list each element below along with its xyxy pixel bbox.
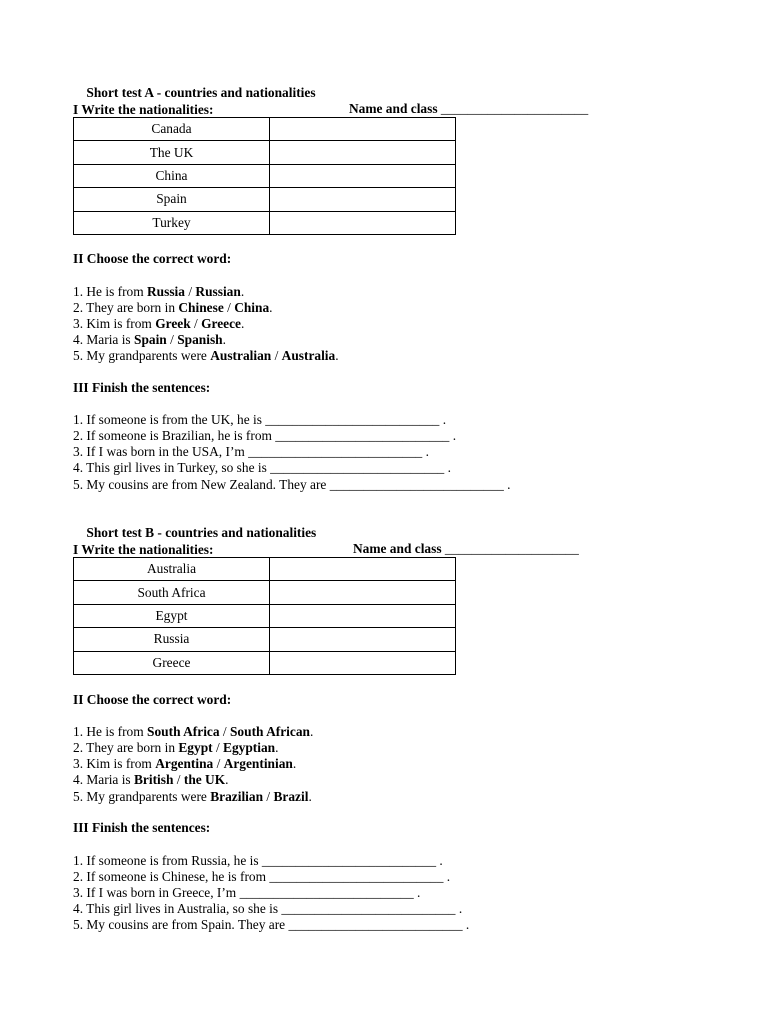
option-word[interactable]: Brazil	[273, 789, 309, 804]
answer-cell[interactable]	[270, 118, 456, 141]
test-b-name-blank: ____________________	[444, 541, 579, 556]
option-word[interactable]: Chinese	[178, 300, 224, 315]
choose-item: 2. They are born in Chinese / China.	[73, 300, 273, 315]
table-row	[74, 211, 456, 234]
table-row	[74, 118, 456, 141]
option-word[interactable]: British	[134, 772, 174, 787]
test-a-name-label: Name and class	[349, 101, 438, 116]
country-cell: South Africa	[74, 581, 270, 604]
test-a-name-field[interactable]	[349, 101, 588, 117]
finish-sentence[interactable]: 2. If someone is Chinese, he is from __________________________ .	[73, 869, 451, 884]
option-word[interactable]: Argentina	[155, 756, 214, 771]
country-cell: China	[74, 164, 270, 187]
table-row	[74, 651, 456, 674]
table-row	[74, 604, 456, 627]
finish-sentence[interactable]: 3. If I was born in Greece, I’m __________________________ .	[73, 885, 421, 900]
option-word[interactable]: Greece	[201, 316, 241, 331]
option-word[interactable]: Australian	[210, 348, 272, 363]
test-a-name-blank: ______________________	[440, 101, 589, 116]
finish-sentence[interactable]: 5. My cousins are from New Zealand. They are __________________________ .	[73, 477, 511, 492]
option-word[interactable]: the UK	[183, 772, 226, 787]
choose-item: 4. Maria is British / the UK.	[73, 772, 229, 787]
option-word[interactable]: Spain	[134, 332, 167, 347]
finish-sentence[interactable]: 2. If someone is Brazilian, he is from __________________________ .	[73, 428, 457, 443]
table-row	[74, 164, 456, 187]
choose-item: 1. He is from South Africa / South African.	[73, 724, 314, 739]
option-word[interactable]: South Africa	[147, 724, 220, 739]
country-cell: Greece	[74, 651, 270, 674]
country-cell: Canada	[74, 118, 270, 141]
choose-item: 4. Maria is Spain / Spanish.	[73, 332, 226, 347]
option-word[interactable]: China	[234, 300, 270, 315]
option-word[interactable]: Russia	[147, 284, 185, 299]
option-word[interactable]: South African	[229, 724, 310, 739]
choose-item: 2. They are born in Egypt / Egyptian.	[73, 740, 279, 755]
country-cell: Australia	[74, 558, 270, 581]
finish-sentence[interactable]: 1. If someone is from Russia, he is __________________________ .	[73, 853, 443, 868]
table-row	[74, 141, 456, 164]
finish-sentence[interactable]: 4. This girl lives in Australia, so she is __________________________ .	[73, 901, 463, 916]
finish-sentence[interactable]: 1. If someone is from the UK, he is __________________________ .	[73, 412, 447, 427]
finish-sentence[interactable]: 4. This girl lives in Turkey, so she is __________________________ .	[73, 460, 451, 475]
option-word[interactable]: Egyptian	[223, 740, 276, 755]
test-a-section3-heading: III Finish the sentences:	[73, 380, 211, 395]
choose-item: 1. He is from Russia / Russian.	[73, 284, 245, 299]
table-row	[74, 581, 456, 604]
option-word[interactable]: Greek	[155, 316, 191, 331]
test-b-section3-heading: III Finish the sentences:	[73, 820, 211, 835]
country-cell: Turkey	[74, 211, 270, 234]
country-cell: Egypt	[74, 604, 270, 627]
table-row	[74, 558, 456, 581]
option-word[interactable]: Spanish	[177, 332, 223, 347]
country-cell: Russia	[74, 628, 270, 651]
option-word[interactable]: Argentinian	[223, 756, 293, 771]
answer-cell[interactable]	[270, 651, 456, 674]
test-b-title: Short test B - countries and nationalities	[86, 525, 317, 540]
option-word[interactable]: Brazilian	[210, 789, 264, 804]
answer-cell[interactable]	[270, 558, 456, 581]
test-b-section1-heading: I Write the nationalities:	[73, 542, 214, 557]
test-a-section2-heading: II Choose the correct word:	[73, 251, 232, 266]
option-word[interactable]: Australia	[281, 348, 336, 363]
choose-item: 5. My grandparents were Australian / Australia.	[73, 348, 339, 363]
table-row	[74, 628, 456, 651]
choose-item: 3. Kim is from Argentina / Argentinian.	[73, 756, 297, 771]
test-a-nationalities-table	[73, 117, 456, 235]
answer-cell[interactable]	[270, 604, 456, 627]
option-word[interactable]: Russian	[195, 284, 241, 299]
test-a-section1-heading: I Write the nationalities:	[73, 102, 214, 117]
choose-item: 3. Kim is from Greek / Greece.	[73, 316, 245, 331]
choose-item: 5. My grandparents were Brazilian / Brazil.	[73, 789, 312, 804]
answer-cell[interactable]	[270, 141, 456, 164]
option-word[interactable]: Egypt	[178, 740, 213, 755]
finish-sentence[interactable]: 3. If I was born in the USA, I’m __________________________ .	[73, 444, 429, 459]
test-b-section2-heading: II Choose the correct word:	[73, 692, 232, 707]
test-b-nationalities-table	[73, 557, 456, 675]
answer-cell[interactable]	[270, 211, 456, 234]
country-cell: The UK	[74, 141, 270, 164]
test-a-title: Short test A - countries and nationalities	[86, 85, 316, 100]
test-b-name-label: Name and class	[353, 541, 442, 556]
answer-cell[interactable]	[270, 628, 456, 651]
country-cell: Spain	[74, 188, 270, 211]
answer-cell[interactable]	[270, 581, 456, 604]
finish-sentence[interactable]: 5. My cousins are from Spain. They are __________________________ .	[73, 917, 470, 932]
table-row	[74, 188, 456, 211]
test-b-name-field[interactable]	[353, 541, 579, 557]
answer-cell[interactable]	[270, 188, 456, 211]
answer-cell[interactable]	[270, 164, 456, 187]
